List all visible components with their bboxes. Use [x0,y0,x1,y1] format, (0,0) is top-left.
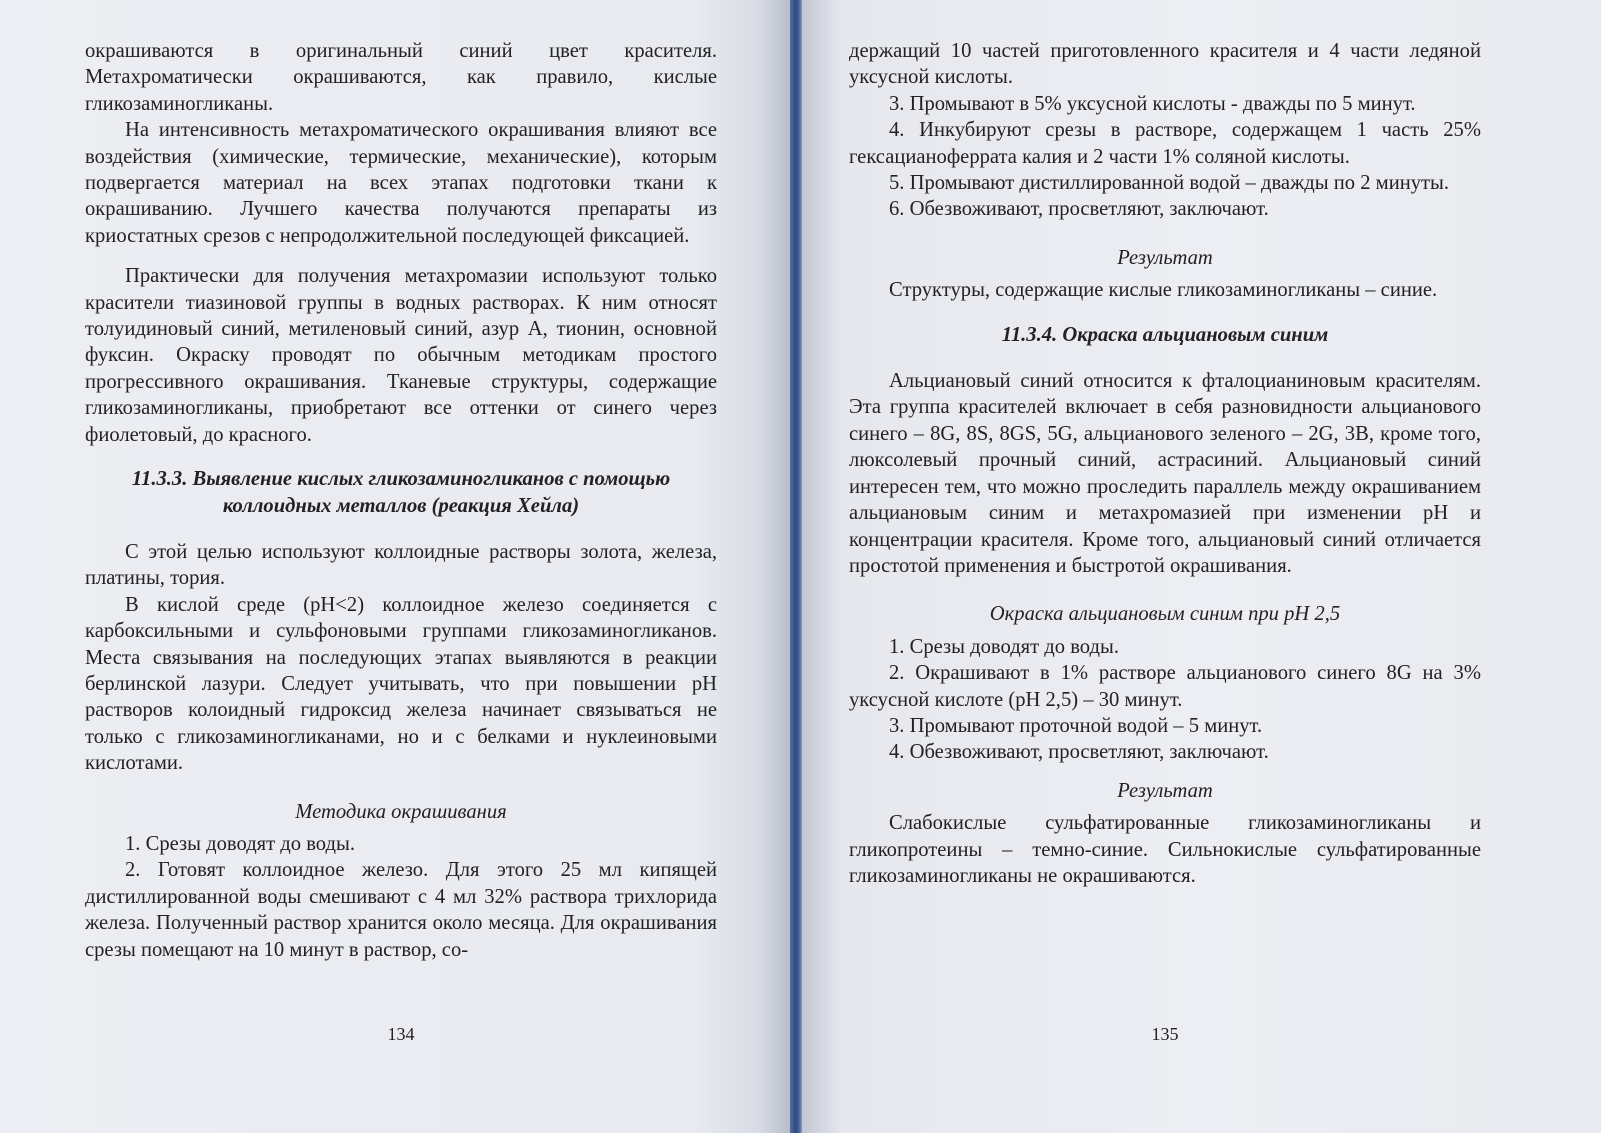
paragraph: держащий 10 частей приготовленного красителя и 4 части ледяной уксусной кислоты. [849,40,1481,89]
right-page-text [849,38,1481,889]
page-number: 135 [1151,1024,1179,1044]
paragraph: Практически для получения метахромазии используют только красители тиазиновой группы в водных растворах. К ним относят толуидиновый синий, метиленовый синий, азур А, тионин, основной фуксин. Окраску проводят по обычным методикам простого прогрессивного окрашивания. Тканевые структуры, содержащие гликозаминогликаны, приобретают все оттенки от синего через фиолетовый, до красного. [85,265,717,446]
right-page [802,0,1601,1133]
list-item: 2. Окрашивают в 1% растворе альцианового синего 8G на 3% уксусной кислоте (pH 2,5) – 30 минут. [849,662,1481,711]
book-spine [790,0,802,1133]
page-number: 134 [387,1024,415,1044]
paragraph: С этой целью используют коллоидные растворы золота, железа, платины, тория. [85,540,717,590]
list-item: 2. Готовят коллоидное железо. Для этого 25 мл кипящей дистиллированной воды смешивают с 4 мл 32% раствора трихлорида железа. Полученный раствор хранится около месяца. Для окрашивания срезы помещают на 10 минут в раствор, со- [85,859,717,961]
paragraph: В кислой среде (pH<2) коллоидное железо соединяется с карбоксильными и сульфоновыми группами гликозаминогликанов. Места связывания на последующих этапах выявляются в реакции берлинской лазури. Следует учитывать, что при повышении pH растворов колоидный гидроксид железа начинает связываться не только с гликозаминогликанами, но и с белками и нуклеиновыми кислотами. [85,593,717,775]
list-item: 6. Обезвоживают, просветляют, заключают. [889,198,1269,221]
method-heading: Методика окрашивания [295,800,507,823]
list-item: 3. Промывают проточной водой – 5 минут. [889,714,1263,737]
list-item: 4. Обезвоживают, просветляют, заключают. [889,741,1269,764]
list-item: 4. Инкубируют срезы в растворе, содержащем 1 часть 25% гексацианоферрата калия и 2 части 1% соляной кислоты. [849,119,1481,168]
paragraph: Структуры, содержащие кислые гликозаминогликаны – синие. [889,279,1438,302]
sub-heading: Окраска альциановым синим при pH 2,5 [989,603,1341,626]
left-page-text [85,38,717,963]
paragraph: окрашиваются в оригинальный синий цвет красителя. Метахроматически окрашиваются, как правило, кислые гликозаминогликаны. [85,40,717,115]
section-heading: 11.3.4. Окраска альциановым синим [1001,323,1329,346]
list-item: 5. Промывают дистиллированной водой – дважды по 2 минуты. [889,172,1450,195]
section-heading-line: коллоидных металлов (реакция Хейла) [222,494,580,517]
paragraph: На интенсивность метахроматического окрашивания влияют все воздействия (химические, термические, механические), которым подвергается материал на всех этапах подготовки ткани к окрашиванию. Лучшего качества получаются препараты из криостатных срезов с непродолжительной последующей фиксацией. [85,119,717,247]
result-heading: Результат [1117,779,1213,802]
paragraph: Альциановый синий относится к фталоцианиновым красителям. Эта группа красителей включает в себя разновидности альцианового синего – 8G, 8S, 8GS, 5G, альцианового зеленого – 2G, 3B, кроме того, люксолевый прочный синий, астрасиний. Альциановый синий интересен тем, что можно проследить параллель между окрашиванием альциановым синим и метахромазией при изменении pH и концентрации красителя. Кроме того, альциановый синий отличается простотой применения и быстротой окрашивания. [849,370,1481,577]
section-heading [85,466,717,519]
result-heading: Результат [1117,246,1213,269]
left-page [0,0,790,1133]
paragraph: Слабокислые сульфатированные гликозаминогликаны и гликопротеины – темно-синие. Сильнокислые сульфатированные гликозаминогликаны не окрашиваются. [849,812,1481,887]
section-heading-line: 11.3.3. Выявление кислых гликозаминогликанов с помощью [131,468,671,491]
list-item: 3. Промывают в 5% уксусной кислоты - дважды по 5 минут. [889,92,1416,115]
list-item: 1. Срезы доводят до воды. [889,635,1119,658]
list-item: 1. Срезы доводят до воды. [125,832,355,855]
